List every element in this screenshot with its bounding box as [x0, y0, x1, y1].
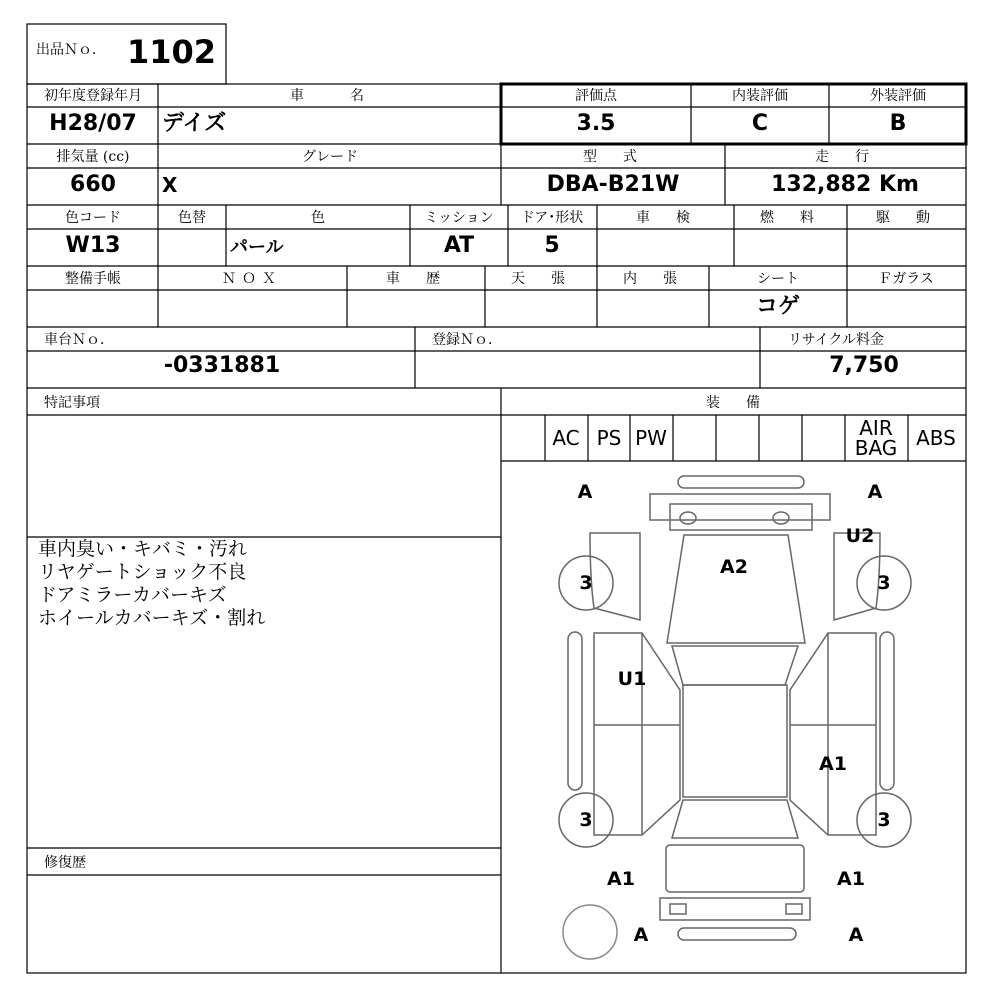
recycle-value: 7,750 — [829, 353, 899, 378]
color-code-value: W13 — [65, 233, 121, 258]
roof — [683, 685, 787, 797]
seat-value: コゲ — [755, 294, 801, 319]
exterior-grade-label: 外装評価 — [870, 88, 926, 104]
tailgate — [666, 845, 804, 892]
equipment-label: 装 備 — [706, 395, 766, 411]
equipment-pw: PW — [635, 426, 667, 450]
note-line: 車内臭い・キバミ・汚れ — [38, 538, 248, 560]
damage-mark-hood: A2 — [720, 556, 748, 578]
tire-grade-rear-left: 3 — [579, 809, 593, 831]
tire-grade-front-left: 3 — [579, 572, 593, 594]
color-code-label: 色コード — [65, 210, 121, 226]
transmission-label: ミッション — [424, 210, 494, 226]
lot-number: 1102 — [127, 33, 217, 71]
maintenance-label: 整備手帳 — [65, 271, 121, 287]
equipment-abs: ABS — [916, 426, 956, 450]
exterior-grade-value: B — [889, 111, 907, 136]
damage-mark-rear-left: A1 — [607, 868, 635, 890]
drive-label: 駆 動 — [876, 210, 936, 226]
front-bumper-top — [678, 476, 804, 488]
hood — [667, 535, 805, 643]
displacement-value: 660 — [70, 172, 116, 197]
interior-grade-value: C — [751, 111, 769, 136]
model-code-value: DBA-B21W — [546, 172, 680, 197]
grade-score-label: 評価点 — [575, 88, 617, 104]
notes-label: 特記事項 — [44, 395, 100, 411]
registration-value: H28/07 — [49, 111, 137, 136]
mileage-label: 走 行 — [815, 149, 875, 165]
color-value: パール — [230, 237, 284, 258]
grade-score-value: 3.5 — [576, 111, 616, 136]
trim-label: グレード — [302, 149, 358, 165]
repair-label: 修復歴 — [44, 855, 86, 871]
doors-value: 5 — [544, 233, 560, 258]
note-line: ドアミラーカバーキズ — [38, 584, 227, 606]
headliner-label: 天 張 — [511, 271, 571, 287]
color-change-label: 色替 — [178, 210, 206, 226]
damage-mark-right-quarter: A1 — [819, 753, 847, 775]
rear-bumper — [660, 898, 810, 920]
inspection-label: 車 検 — [636, 210, 696, 226]
damage-mark-front-left: A — [577, 481, 593, 503]
mileage-value: 132,882 Km — [771, 172, 919, 197]
chassis-value: -0331881 — [163, 353, 281, 378]
car-name-value: デイズ — [162, 111, 227, 136]
doors-label: ドア･形状 — [520, 210, 584, 226]
equipment-ac: AC — [552, 426, 580, 450]
damage-mark-front-right: A — [867, 481, 883, 503]
reg-no-label: 登録Ｎｏ． — [432, 332, 502, 348]
displacement-label: 排気量 (cc) — [56, 149, 130, 165]
f-glass-label: Ｆガラス — [878, 271, 934, 287]
note-line: ホイールカバーキズ・割れ — [38, 607, 266, 629]
registration-label: 初年度登録年月 — [44, 88, 142, 104]
tire-grade-front-right: 3 — [877, 572, 891, 594]
spare-tire — [563, 905, 617, 959]
recycle-label: リサイクル料金 — [787, 332, 885, 348]
damage-mark-rear-bumper-right: A — [848, 924, 864, 946]
damage-mark-rear-bumper-left: A — [633, 924, 649, 946]
seat-label: シート — [757, 271, 799, 287]
fuel-label: 燃 料 — [760, 210, 820, 226]
interior-trim-label: 内 張 — [623, 271, 683, 287]
damage-mark-right-fender: U2 — [845, 525, 875, 547]
note-line: リヤゲートショック不良 — [38, 561, 247, 583]
chassis-label: 車台Ｎｏ． — [44, 332, 114, 348]
nox-label: ＮＯＸ — [222, 271, 282, 287]
damage-mark-rear-right: A1 — [837, 868, 865, 890]
damage-mark-left-door: U1 — [617, 668, 647, 690]
history-label: 車 歴 — [386, 271, 446, 287]
tire-grade-rear-right: 3 — [877, 809, 891, 831]
trim-value: X — [162, 173, 178, 197]
lot-label: 出品Ｎｏ． — [36, 42, 106, 58]
front-bumper — [650, 494, 830, 520]
interior-grade-label: 内装評価 — [732, 88, 788, 104]
equipment-ps: PS — [596, 426, 622, 450]
model-code-label: 型 式 — [583, 149, 643, 165]
transmission-value: AT — [443, 233, 475, 258]
color-label: 色 — [311, 210, 325, 226]
car-name-label: 車 名 — [290, 88, 370, 104]
equipment-airbag: AIR BAG — [854, 416, 898, 460]
